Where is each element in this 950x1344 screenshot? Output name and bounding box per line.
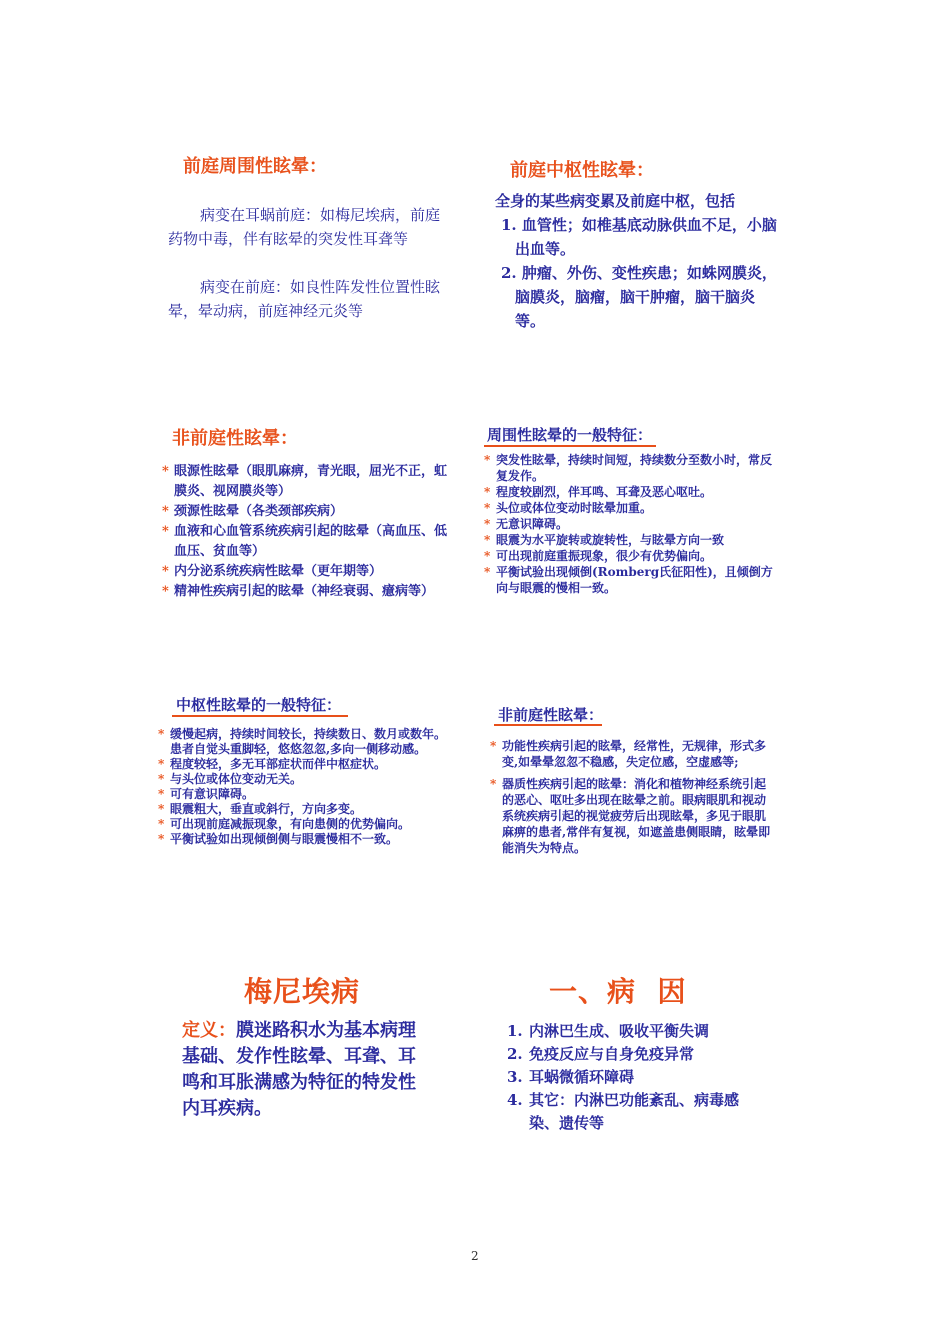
list-item: * 突发性眩晕，持续时间短，持续数分至数小时，常反复发作。 xyxy=(484,453,773,483)
central-item-2: 2. 肿瘤、外伤、变性疾患；如蛛网膜炎，脑膜炎，脑瘤，脑干肿瘤，脑干脑炎等。 xyxy=(501,264,777,330)
menieres-definition xyxy=(182,1018,426,1122)
menieres-title: 梅尼埃病 xyxy=(244,975,361,1008)
bullet-star-icon: * xyxy=(490,739,497,753)
list-item: * 可出现前庭减振现象，有向患侧的优势偏向。 xyxy=(158,817,411,831)
bullet-star-icon: * xyxy=(484,501,491,515)
peripheral-features-list xyxy=(484,452,776,596)
bullet-star-icon: * xyxy=(158,832,165,846)
list-item: * 可有意识障碍。 xyxy=(158,787,255,801)
section-peripheral-vestibular-body xyxy=(168,203,440,323)
list-item: * 无意识障碍。 xyxy=(484,517,569,531)
bullet-star-icon: * xyxy=(484,517,491,531)
list-item: * 程度较轻，多无耳部症状而伴中枢症状。 xyxy=(158,757,387,771)
bullet-star-icon: * xyxy=(162,564,169,579)
section-title-non-vestibular-1: 非前庭性眩晕： xyxy=(172,428,298,449)
bullet-star-icon: * xyxy=(158,727,165,741)
bullet-star-icon: * xyxy=(158,757,165,771)
bullet-star-icon: * xyxy=(158,802,165,816)
list-item: * 可出现前庭重振现象，很少有优势偏向。 xyxy=(484,549,713,563)
section-title-central-features: 中枢性眩晕的一般特征： xyxy=(176,696,342,714)
list-item: * 内分泌系统疾病性眩晕（更年期等） xyxy=(162,562,452,582)
bullet-star-icon: * xyxy=(484,565,491,579)
section-title-peripheral-features: 周围性眩晕的一般特征： xyxy=(487,426,653,444)
list-item: * 功能性疾病引起的眩晕，经常性，无规律，形式多变,如晕晕忽忽不稳感，失定位感，空虚感等; xyxy=(490,739,767,769)
title-underline xyxy=(484,445,656,447)
list-item: * 血液和心血管系统疾病引起的眩晕（高血压、低血压、贫血等） xyxy=(162,524,448,559)
paragraph-vestibular: 病变在前庭：如良性阵发性位置性眩晕，晕动病，前庭神经元炎等 xyxy=(168,278,441,320)
title-underline xyxy=(172,715,348,717)
central-intro: 全身的某些病变累及前庭中枢，包括 xyxy=(495,192,736,210)
bullet-star-icon: * xyxy=(484,453,491,467)
etiology-title: 一、病 因 xyxy=(549,975,687,1008)
list-item: * 头位或体位变动时眩晕加重。 xyxy=(484,501,653,515)
list-item: * 缓慢起病，持续时间较长，持续数日、数月或数年。患者自觉头重脚轻，悠悠忽忽,多向一侧移动感。 xyxy=(158,727,447,756)
bullet-star-icon: * xyxy=(484,549,491,563)
definition-text: 膜迷路积水为基本病理基础、发作性眩晕、耳聋、耳鸣和耳胀满感为特征的特发性内耳疾病。 xyxy=(182,1020,416,1119)
bullet-star-icon: * xyxy=(158,817,165,831)
list-item: * 平衡试验出现倾倒(Romberg氏征阳性)，且倾倒方向与眼震的慢相一致。 xyxy=(484,565,773,595)
list-item: 2. 免疫反应与自身免疫异常 xyxy=(507,1045,695,1063)
bullet-star-icon: * xyxy=(484,485,491,499)
bullet-star-icon: * xyxy=(484,533,491,547)
paragraph-cochlear-vestibular: 病变在耳蜗前庭：如梅尼埃病，前庭药物中毒，伴有眩晕的突发性耳聋等 xyxy=(168,206,441,248)
bullet-star-icon: * xyxy=(162,504,169,519)
list-item: * 精神性疾病引起的眩晕（神经衰弱、癔病等） xyxy=(162,582,452,602)
bullet-star-icon: * xyxy=(162,524,169,539)
list-item: 3. 耳蜗微循环障碍 xyxy=(507,1068,635,1086)
etiology-list xyxy=(507,1020,767,1135)
list-item: * 眼震为水平旋转或旋转性，与眩晕方向一致 xyxy=(484,533,725,547)
list-item: * 颈源性眩晕（各类颈部疾病） xyxy=(162,502,452,522)
bullet-star-icon: * xyxy=(162,584,169,599)
central-item-1: 1. 血管性；如椎基底动脉供血不足，小脑出血等。 xyxy=(501,216,777,258)
list-item: 1. 内淋巴生成、吸收平衡失调 xyxy=(507,1022,710,1040)
list-item: * 器质性疾病引起的眩晕：消化和植物神经系统引起的恶心、呕吐多出现在眩晕之前。眼病眼肌和视动系统疾病引起的视觉疲劳后出现眩晕，多见于眼肌麻痹的患者,常伴有复视，如遮盖患侧眼睛，眩晕即能消失为特点。 xyxy=(490,777,771,855)
list-item: * 与头位或体位变动无关。 xyxy=(158,772,303,786)
bullet-star-icon: * xyxy=(490,777,497,791)
list-item: * 平衡试验如出现倾倒侧与眼震慢相不一致。 xyxy=(158,832,399,846)
list-item: * 眼源性眩晕（眼肌麻痹，青光眼，屈光不正，虹膜炎、视网膜炎等） xyxy=(162,464,448,499)
list-item: * 程度较剧烈，伴耳鸣、耳聋及恶心呕吐。 xyxy=(484,485,713,499)
list-item: * 眼震粗大，垂直或斜行，方向多变。 xyxy=(158,802,363,816)
bullet-star-icon: * xyxy=(158,772,165,786)
section-title-peripheral-vestibular: 前庭周围性眩晕： xyxy=(183,156,327,177)
bullet-star-icon: * xyxy=(162,464,169,479)
section-title-non-vestibular-2: 非前庭性眩晕： xyxy=(498,706,604,724)
title-underline xyxy=(494,724,602,726)
section-central-vestibular-body xyxy=(487,189,777,333)
list-item: 4. 其它：内淋巴功能紊乱、病毒感染、遗传等 xyxy=(507,1091,740,1132)
section-title-central-vestibular: 前庭中枢性眩晕： xyxy=(510,160,654,181)
bullet-star-icon: * xyxy=(158,787,165,801)
non-vestibular-list-2 xyxy=(490,738,772,856)
page-number: 2 xyxy=(471,1249,479,1263)
non-vestibular-list-1 xyxy=(162,462,452,602)
definition-label: 定义： xyxy=(182,1020,236,1041)
central-features-list xyxy=(158,727,448,847)
